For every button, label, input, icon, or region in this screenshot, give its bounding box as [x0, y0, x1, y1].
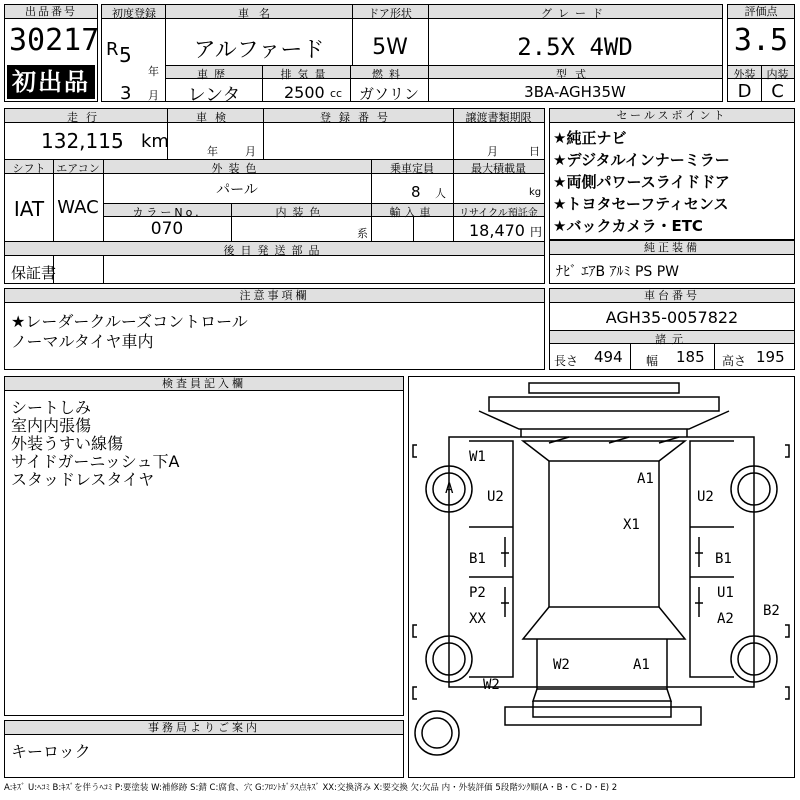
inspector-box [4, 376, 404, 716]
color-label: 外装色 [211, 162, 263, 175]
transfer-day-unit: 日 [529, 145, 540, 158]
chassis-box [549, 288, 795, 370]
capacity-unit: 人 [435, 187, 446, 200]
car-main-box [101, 4, 723, 106]
selling-point-item: ★純正ナビ [553, 129, 627, 147]
transfer-label: 譲渡書類期限 [465, 111, 532, 124]
selling-points-title: セールスポイント [550, 109, 794, 123]
ac-label: エアコン [56, 162, 100, 175]
inspector-line: シートしみ [11, 398, 92, 417]
mark-a-tire: A [445, 481, 454, 497]
mileage-value: 132,115 [41, 129, 124, 153]
damage-diagram [408, 376, 795, 778]
ac-value: WAC [57, 197, 99, 218]
mark-b2: B2 [763, 603, 780, 619]
inspection-label: 車検 [196, 111, 234, 124]
grade-value: 2.5X 4WD [517, 33, 633, 61]
mileage-unit: km [141, 131, 169, 152]
notes-box [4, 288, 545, 370]
mark-b1-right: B1 [715, 551, 732, 567]
recycle-label: リサイクル預託金 [459, 208, 538, 219]
genuine-equipment-value: ﾅﾋﾞ ｴｱB ｱﾙﾐ PS PW [556, 264, 680, 280]
inspection-month-unit: 月 [245, 145, 256, 158]
inspector-line: サイドガーニッシュ下A [11, 452, 180, 471]
fuel-value: ガソリン [358, 85, 419, 103]
color-no-label: カラーNo. [132, 206, 202, 219]
chassis-title: 車台番号 [550, 289, 794, 303]
mark-w1: W1 [469, 449, 486, 465]
inspector-line: 室内内張傷 [11, 416, 92, 435]
mark-w2-center: W2 [553, 657, 570, 673]
car-name: アルファード [193, 38, 325, 63]
mark-a1-top: A1 [637, 471, 654, 487]
length-label: 長さ [554, 354, 579, 368]
mark-x1: X1 [623, 517, 640, 533]
recycle-value: 18,470 [469, 221, 525, 240]
recycle-unit: 円 [530, 225, 543, 239]
mark-b1-left: B1 [469, 551, 486, 567]
note-line: ノーマルタイヤ車内 [11, 332, 154, 351]
displacement-label: 排気量 [280, 68, 332, 81]
chassis-value: AGH35-0057822 [605, 308, 739, 327]
history-value: レンタ [187, 85, 241, 106]
dims-title: 諸元 [655, 333, 689, 346]
inspector-title: 検査員記入欄 [5, 377, 403, 391]
shift-value: IAT [13, 197, 45, 221]
import-label: 輸入車 [389, 206, 435, 219]
doors-value: 5W [372, 35, 408, 60]
interior-color-unit: 系 [357, 227, 368, 240]
width-label: 幅 [646, 354, 659, 368]
lot-box [4, 4, 98, 102]
notes-title: 注意事項欄 [5, 289, 544, 303]
reg-no-label: 登録番号 [320, 111, 396, 124]
era-year: 5 [119, 43, 132, 67]
first-reg-label: 初度登録 [112, 7, 156, 20]
score-label: 評価点 [728, 5, 794, 19]
ext-label: 外装 [733, 68, 756, 81]
history-label: 車歴 [197, 68, 231, 81]
capacity-value: 8 [411, 183, 421, 201]
selling-points-list [553, 127, 730, 237]
mark-u1: U1 [717, 585, 734, 601]
legend: A:ｷｽﾞ U:ﾍｺﾐ B:ｷｽﾞを伴うﾍｺﾐ P:要塗装 W:補修跡 S:錆 C:腐食、穴 G:ﾌﾛﾝﾄｶﾞﾗｽ点ｷｽﾞ XX:交換済み X:要交換 欠:欠品 内・外装評価 5段階ﾗﾝｸ順(A・B・C・D・E) 2 [4, 783, 618, 793]
max-load-label: 最大積載量 [471, 162, 526, 175]
selling-point-item: ★トヨタセーフティセンス [553, 195, 729, 213]
displacement-unit: cc [330, 87, 343, 100]
capacity-label: 乗車定員 [390, 162, 434, 175]
grade-label: グレード [541, 7, 609, 20]
mark-u2-right: U2 [697, 489, 714, 505]
inspection-year-unit: 年 [207, 145, 218, 158]
selling-point-item: ★バックカメラ・ETC [553, 217, 703, 235]
max-load-unit: kg [529, 187, 542, 198]
office-box [4, 720, 404, 778]
mark-a2: A2 [717, 611, 734, 627]
interior-color-label: 内装色 [275, 206, 327, 219]
genuine-equipment-title: 純正装備 [550, 241, 794, 255]
mileage-label: 走行 [67, 111, 105, 124]
ext-value: D [737, 81, 752, 102]
width-value: 185 [676, 348, 705, 366]
shift-label: シフト [12, 162, 46, 175]
fuel-label: 燃料 [372, 68, 406, 81]
length-value: 494 [594, 348, 623, 366]
genuine-equipment-box [549, 240, 795, 284]
int-label: 内装 [766, 68, 789, 81]
lot-number: 30217 [9, 23, 100, 58]
inspector-line: 外装うすい線傷 [11, 434, 124, 453]
doors-label: ドア形状 [368, 7, 412, 20]
month-value: 3 [120, 83, 132, 104]
model-value: 3BA-AGH35W [524, 83, 626, 101]
car-outline [409, 377, 794, 777]
era: R [106, 39, 119, 60]
month-unit: 月 [148, 89, 159, 102]
mark-w2-left: W2 [483, 677, 500, 693]
score-box [727, 4, 795, 102]
later-parts-label: 後日発送部品 [223, 244, 326, 257]
lot-label: 出品番号 [5, 5, 97, 19]
car-name-label: 車名 [238, 7, 280, 20]
int-value: C [771, 81, 784, 102]
mark-u2-left: U2 [487, 489, 504, 505]
office-title: 事務局よりご案内 [5, 721, 403, 735]
score-value: 3.5 [733, 23, 789, 58]
transfer-month-unit: 月 [487, 145, 498, 158]
later-parts-value: 保証書 [11, 264, 57, 282]
height-value: 195 [756, 348, 785, 366]
office-value: キーロック [11, 742, 91, 761]
height-label: 高さ [722, 354, 747, 368]
color-no-value: 070 [150, 219, 184, 239]
mark-xx: XX [469, 611, 486, 627]
year-unit: 年 [148, 65, 159, 78]
inspector-line: スタッドレスタイヤ [11, 470, 155, 489]
mark-p2: P2 [469, 585, 486, 601]
displacement-value: 2500 [284, 83, 325, 102]
mark-a1-bottom: A1 [633, 657, 650, 673]
color-value: パール [216, 182, 258, 198]
first-listing-badge: 初出品 [7, 65, 95, 99]
selling-points-box [549, 108, 795, 240]
selling-point-item: ★両側パワースライドドア [553, 173, 730, 191]
note-line: ★レーダークルーズコントロール [11, 312, 248, 331]
selling-point-item: ★デジタルインナーミラー [553, 151, 730, 169]
model-label: 型式 [556, 68, 594, 81]
